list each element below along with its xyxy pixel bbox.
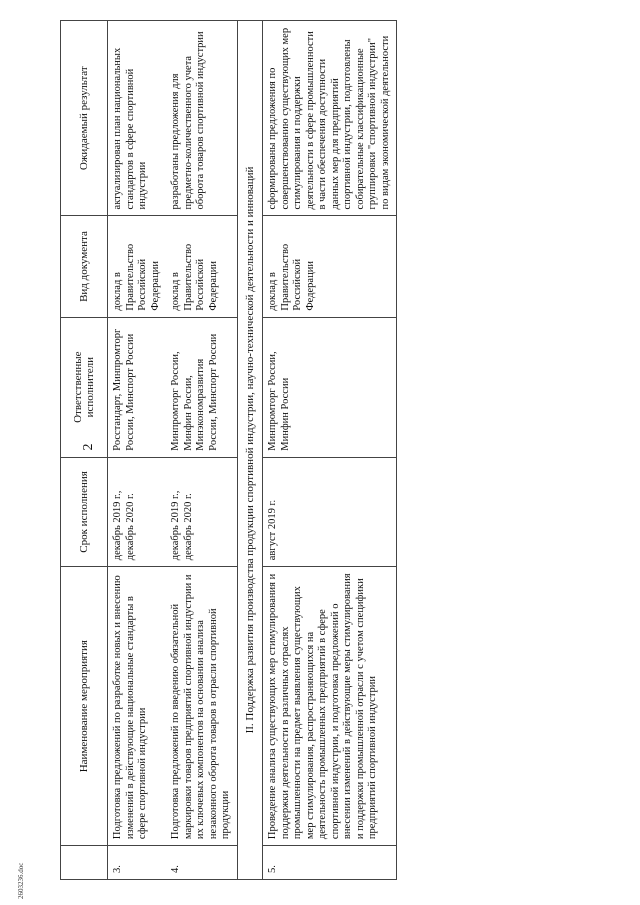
section-title: II. Поддержка развития производства продукции спортивной индустрии, научно-технической деятельности и инноваций — [237, 21, 263, 880]
row-deadline: декабрь 2019 г., декабрь 2020 г. — [166, 457, 237, 567]
table-header-row — [61, 21, 108, 880]
header-name: Наименование мероприятия — [61, 567, 108, 846]
table-row — [108, 21, 167, 880]
row-name: Подготовка предложений по разработке новых и внесению изменений в действующие национальные стандарты в сфере спортивной индустрии — [108, 567, 167, 846]
row-doc-type: доклад в Правительство Российской Федерации — [263, 216, 397, 317]
row-responsible: Минпромторг России, Минфин России, Минэкономразвития России, Минспорт России — [166, 317, 237, 457]
row-name: Подготовка предложений по введению обязательной маркировки товаров предприятий спортивной индустрии и их ключевых компонентов на основании анализа незаконного оборота товаров в отрасли спортивной продукции — [166, 567, 237, 846]
row-result: сформированы предложения по совершенствованию существующих мер стимулирования и поддержки деятельности в сфере промышленности в части обеспечения доступности данных мер для предприятий спортивной индустрии, подготовлены собирательные классификационные группировки "спортивной индустрии" по видам экономической деятельности — [263, 21, 397, 216]
row-deadline: декабрь 2019 г., декабрь 2020 г. — [108, 457, 167, 567]
header-deadline: Срок исполнения — [61, 457, 108, 567]
row-doc-type: доклад в Правительство Российской Федерации — [108, 216, 167, 317]
table-row — [263, 21, 397, 880]
header-result: Ожидаемый результат — [61, 21, 108, 216]
rotated-sheet — [60, 20, 580, 880]
header-doc-type: Вид документа — [61, 216, 108, 317]
row-result: актуализирован план национальных стандартов в сфере спортивной индустрии — [108, 21, 167, 216]
page-number: 2 — [81, 443, 96, 451]
document-code: 2603236.doc — [17, 862, 25, 899]
section-row — [237, 21, 263, 880]
table-row — [166, 21, 237, 880]
row-result: разработаны предложения для предметно-количественного учета оборота товаров спортивной индустрии — [166, 21, 237, 216]
row-responsible: Минпромторг России, Минфин России — [263, 317, 397, 457]
row-doc-type: доклад в Правительство Российской Федерации — [166, 216, 237, 317]
row-deadline: август 2019 г. — [263, 457, 397, 567]
row-number: 4. — [166, 846, 237, 880]
row-responsible: Росстандарт, Минпромторг России, Минспорт России — [108, 317, 167, 457]
row-name: Проведение анализа существующих мер стимулирования и поддержки деятельности в различных отраслях промышленности на предмет выявления существующих мер стимулирования, распространяющихся на деятельность промышленных предприятий в сфере спортивной индустрии, и подготовка предложений о внесении изменений в действующие меры стимулирования и поддержки промышленной отрасли с учетом специфики предприятий спортивной индустрии — [263, 567, 397, 846]
header-responsible: Ответственные исполнители — [61, 317, 108, 457]
header-num — [61, 846, 108, 880]
measures-table — [60, 20, 397, 880]
row-number: 3. — [108, 846, 167, 880]
row-number: 5. — [263, 846, 397, 880]
